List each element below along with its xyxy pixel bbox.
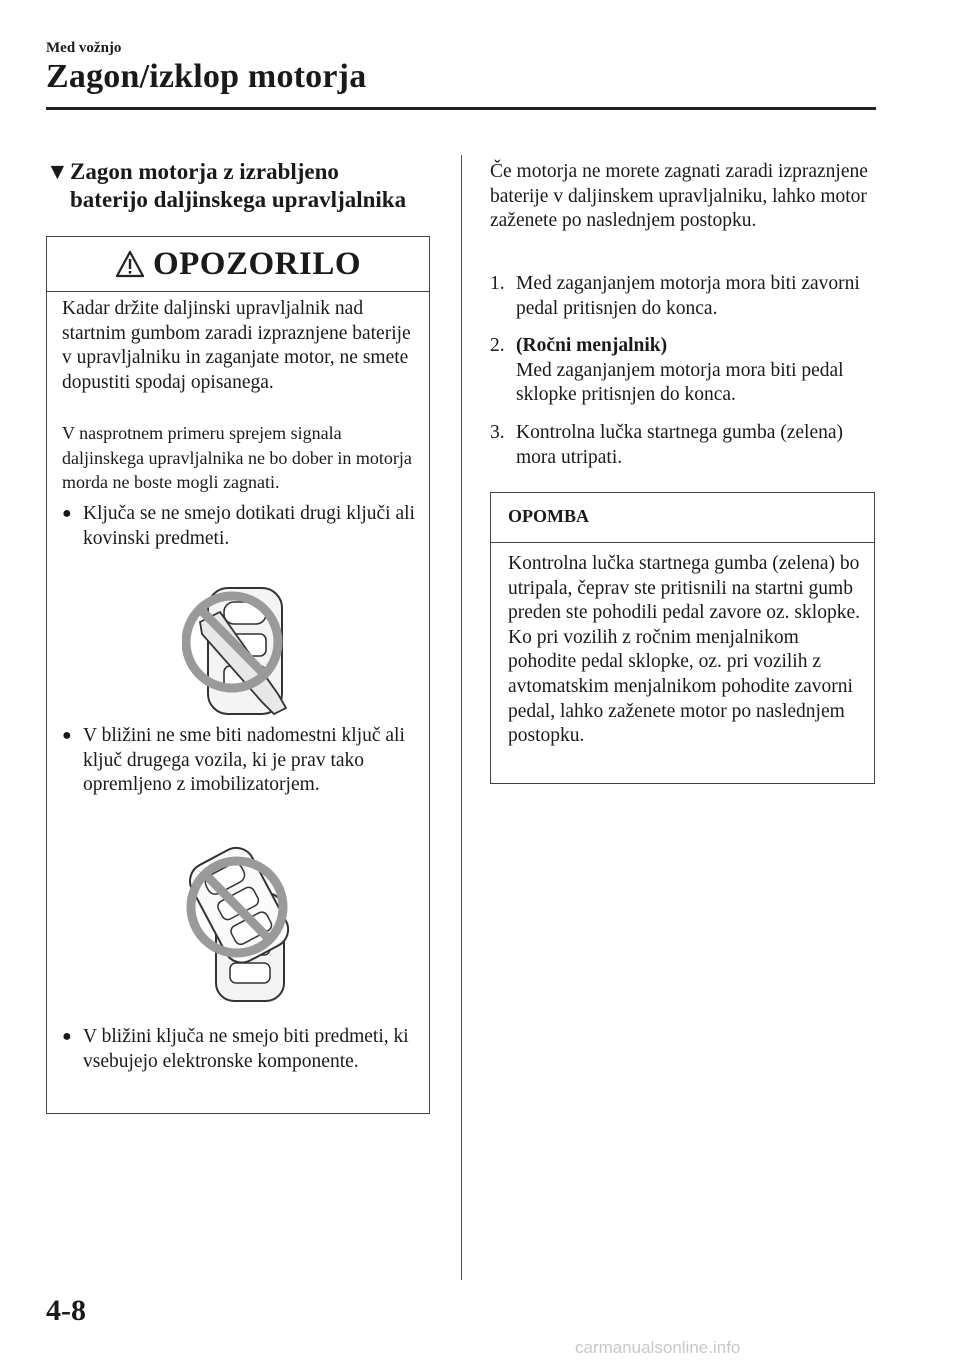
- step-number: 1.: [490, 273, 505, 294]
- warning-icon: [115, 250, 145, 278]
- warning-title: OPOZORILO: [152, 245, 362, 282]
- heading-line-2: baterijo daljinskega upravljalnika: [70, 187, 407, 212]
- page-title: Zagon/izklop motorja: [46, 58, 367, 95]
- watermark: carmanualsonline.info: [575, 1338, 741, 1357]
- warning-bullet-2: [62, 724, 422, 798]
- triangle-down-icon: ▼: [46, 159, 69, 184]
- warning-bullet-text: V bližini ključa ne smejo biti predmeti, ki vsebujejo elektronske komponente.: [83, 1026, 409, 1072]
- warning-bullet-3: [62, 1025, 422, 1074]
- step-2: [490, 334, 870, 408]
- step-text: Med zaganjanjem motorja mora biti pedal sklopke pritisnjen do konca.: [516, 359, 844, 406]
- warning-paragraph-1: Kadar držite daljinski upravljalnik nad startnim gumbom zaradi izpraznjene baterije v upravljalniku in zaganjate motor, ne smete dopustiti spodaj opisanega.: [62, 298, 411, 393]
- key-fob-touching-key-illustration: [182, 582, 302, 722]
- column-divider: [461, 155, 462, 1280]
- warning-bullet-1: [62, 502, 422, 551]
- bullet-icon: ●: [62, 1028, 72, 1045]
- bullet-icon: ●: [62, 727, 72, 744]
- warning-bullet-text: V bližini ne sme biti nadomestni ključ ali ključ drugega vozila, ki je prav tako opremljeno z imobilizatorjem.: [83, 725, 405, 796]
- page-number: 4-8: [46, 1294, 86, 1327]
- warning-header: [47, 237, 429, 292]
- title-rule: [46, 107, 876, 110]
- two-key-fobs-illustration: [182, 837, 302, 1007]
- step-number: 3.: [490, 422, 505, 443]
- note-text: Kontrolna lučka startnega gumba (zelena) bo utripala, čeprav ste pritisnili na startni gumb preden ste pohodili pedal zavore oz. sklopke. Ko pri vozilih z ročnim menjalnikom pohodite pedal sklopke, oz. pri vozilih z avtomatskim menjalnikom pohodite zavorni pedal, lahko zaženete motor po naslednjem postopku.: [508, 553, 860, 747]
- warning-box: [46, 236, 430, 1114]
- section-label: Med vožnjo: [46, 40, 122, 56]
- step-3: [490, 421, 870, 470]
- step-text: Kontrolna lučka startnega gumba (zelena) mora utripati.: [516, 422, 844, 468]
- step-text: Med zaganjanjem motorja mora biti zavorni pedal pritisnjen do konca.: [516, 273, 860, 319]
- note-title: OPOMBA: [508, 506, 589, 526]
- step-bold-label: (Ročni menjalnik): [516, 335, 668, 356]
- heading-line-1: Zagon motorja z izrabljeno: [70, 159, 339, 184]
- note-header: [491, 493, 874, 543]
- step-number: 2.: [490, 335, 505, 356]
- bullet-icon: ●: [62, 505, 72, 522]
- note-box: [490, 492, 875, 784]
- intro-paragraph: Če motorja ne morete zagnati zaradi izpraznjene baterije v daljinskem upravljalniku, lahko motor zaženete po naslednjem postopku.: [490, 161, 868, 232]
- section-heading: [46, 158, 446, 214]
- warning-bullet-text: Ključa se ne smejo dotikati drugi ključi ali kovinski predmeti.: [83, 503, 415, 549]
- warning-paragraph-2: V nasprotnem primeru sprejem signala daljinskega upravljalnika ne bo dober in motorja morda ne boste mogli zagnati.: [62, 423, 412, 493]
- step-1: [490, 272, 870, 321]
